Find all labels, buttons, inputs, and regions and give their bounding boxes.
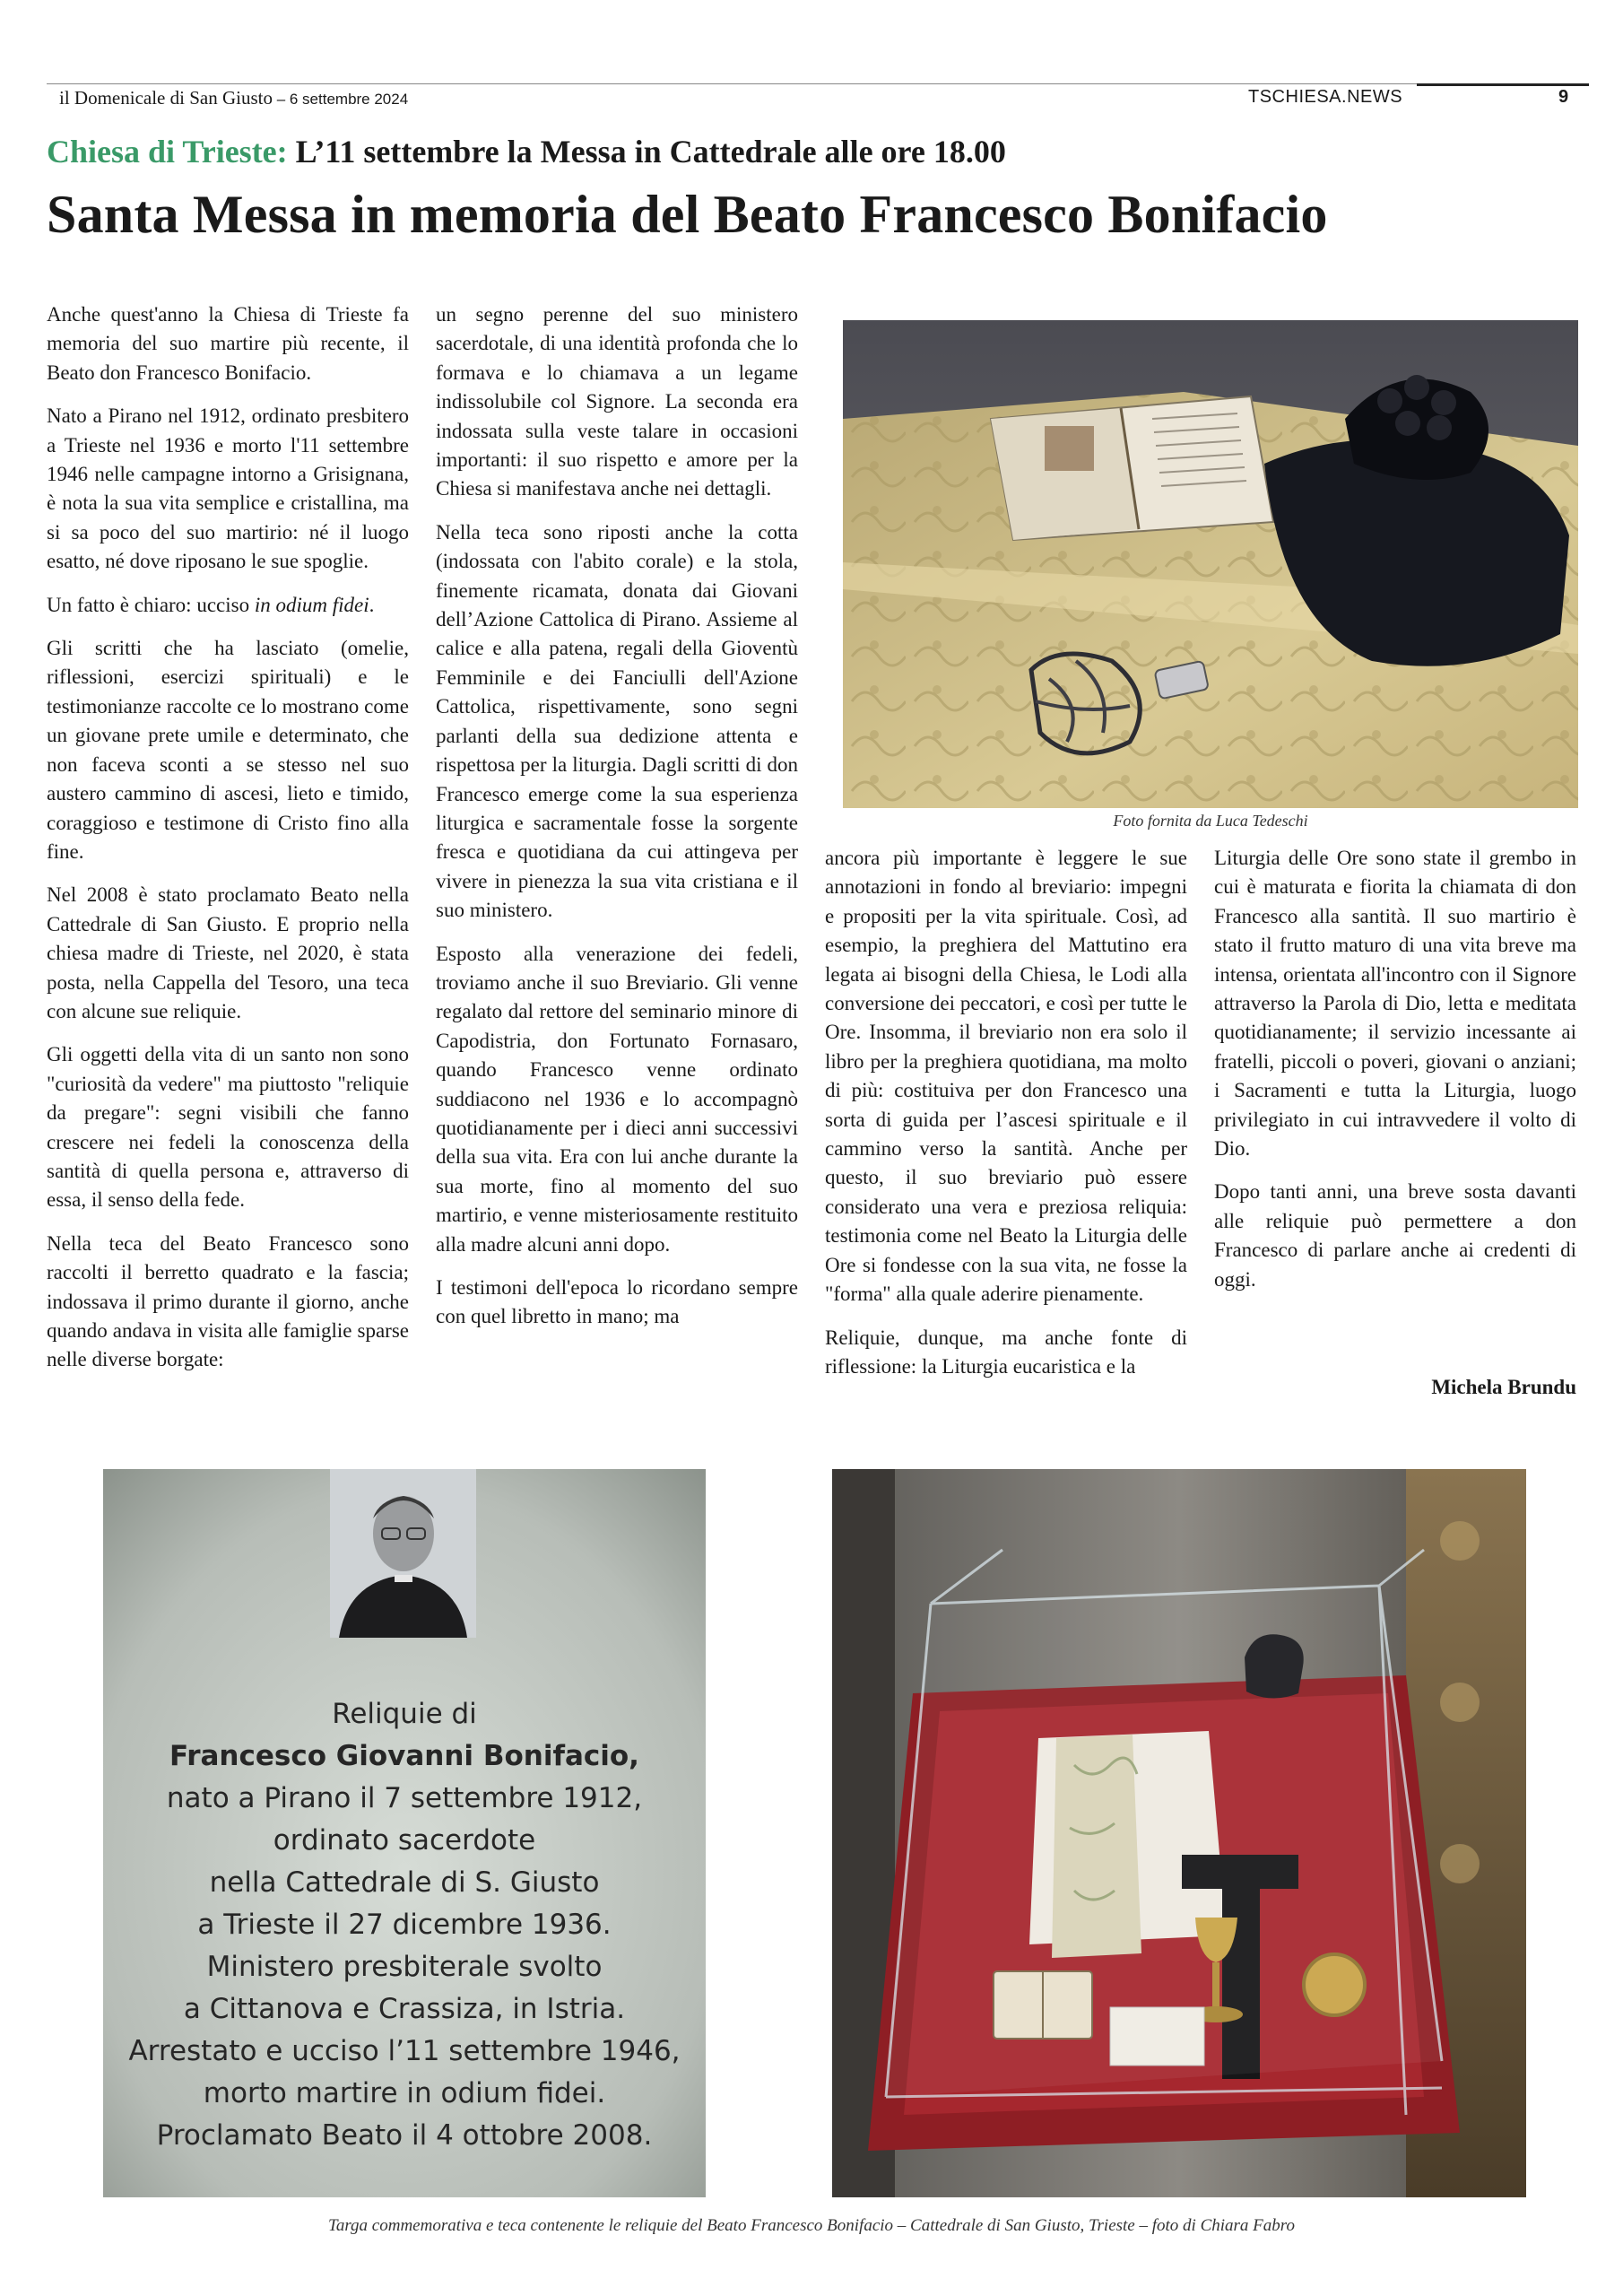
reliquary-case-illustration — [832, 1469, 1526, 2197]
plaque-line: nato a Pirano il 7 settembre 1912, — [166, 1782, 643, 1814]
relics-table-illustration — [843, 320, 1578, 808]
paragraph: Nella teca sono riposti anche la cotta (indossata con l'abito corale) e la stola, finemente ricamata, donata dai Giovani dell’Azione Cattolica di Pirano. Assieme al calice e alla patena, regali della Gioventù Femminile e dei Fanciulli dell'Azione Cattolica, rispettivamente, sono segni parlanti della sua dedizione attenta e rispettosa per la liturgia. Dagli scritti di don Francesco emerge come la sua esperienza liturgica e sacramentale fosse la sorgente fresca e quotidiana da cui attingeva per vivere in pienezza la sua vita cristiana e il suo ministero. — [436, 520, 798, 922]
paragraph-text: Un fatto è chiaro: ucciso — [47, 593, 255, 616]
paragraph: Liturgia delle Ore sono state il grembo in cui è maturata e fiorita la chiamata di don Francesco alla santità. Il suo martirio è stato il frutto maturo di una vita breve ma intensa, orientata all'incontro con il Signore attraverso la Parola di Dio, letta e meditata quotidianamente; il servizio incessante ai fratelli, piccoli o poveri, giovani o anziani; i Sacramenti e tutta la Liturgia, luogo privilegiato in cui intravvedere il volto di Dio. — [1214, 847, 1576, 1161]
plaque-line: Arrestato e ucciso l’11 settembre 1946, — [128, 2035, 681, 2067]
paragraph: ancora più importante è leggere le sue annotazioni in fondo al breviario: impegni e propositi per la vita spirituale. Così, ad esempio, la preghiera del Mattutino era legata ai bisogni della Chiesa, le Lodi alla conversione dei peccatori, e così per tutte le Ore. Insomma, il breviario non era solo il libro per la preghiera quotidiana, ma molto di più: costituiva per don Francesco una sorta di guida per l’ascesi spirituale e il cammino verso la santità. Anche per questo, il suo breviario può essere considerato una vera e preziosa reliquia: testimonia come nel Beato la Liturgia delle Ore si fondesse con la sua vita, ne fosse la "forma" alla quale aderire pienamente. — [825, 847, 1187, 1306]
photo-caption-top: Foto fornita da Luca Tedeschi — [1113, 812, 1308, 830]
plaque-line: Reliquie di — [332, 1698, 477, 1730]
photo-caption-bottom: Targa commemorativa e teca contenente le reliquie del Beato Francesco Bonifacio – Cattedrale di San Giusto, Trieste – foto di Chiara Fabro — [328, 2216, 1295, 2235]
paragraph-emphasis: in odium fidei — [254, 593, 369, 616]
plaque-text — [103, 1693, 706, 2157]
commemorative-plaque-photo — [103, 1469, 706, 2197]
paragraph: Esposto alla venerazione dei fedeli, troviamo anche il suo Breviario. Gli venne regalato dal rettore del seminario minore di Capodistria, don Fortunato Fornasaro, quando Francesco venne ordinato suddiacono nel 1936 e lo accompagnò quotidianamente per i dieci anni successivi della sua vita. Era con lui anche durante la sua morte, fino al momento del suo martirio, e venne misteriosamente restituito alla madre alcuni anni dopo. — [436, 942, 798, 1256]
plaque-line: ordinato sacerdote — [273, 1824, 536, 1857]
paragraph: Anche quest'anno la Chiesa di Trieste fa memoria del suo martire più recente, il Beato don Francesco Bonifacio. — [47, 303, 409, 384]
header-rule-accent — [1417, 83, 1589, 86]
paragraph: un segno perenne del suo ministero sacerdotale, di una identità profonda che lo formava e lo chiamava a un legame indissolubile col Signore. La seconda era indossata sulla veste talare in occasioni importanti: il suo rispetto e amore per la Chiesa si manifestava anche nei dettagli. — [436, 303, 798, 500]
paragraph: Nato a Pirano nel 1912, ordinato presbitero a Trieste nel 1936 e morto l'11 settembre 1946 nelle campagne intorno a Grisignana, è nota la sua vita semplice e cristallina, ma si sa poco del suo martirio: né il luogo esatto, né dove riposano le sue spoglie. — [47, 404, 409, 573]
relics-table-photo — [843, 320, 1578, 808]
priest-portrait-illustration — [330, 1469, 476, 1638]
publication-name: il Domenicale di San Giusto — [59, 87, 273, 109]
kicker-label: Chiesa di Trieste: — [47, 134, 288, 170]
plaque-line: a Trieste il 27 dicembre 1936. — [197, 1909, 612, 1941]
header-rule — [47, 83, 1589, 84]
plaque-line: morto martire in odium fidei. — [203, 2077, 606, 2109]
portrait-photo — [330, 1469, 476, 1638]
plaque-line: nella Cattedrale di S. Giusto — [209, 1866, 600, 1899]
article-column-1 — [47, 300, 409, 1375]
paragraph: Nella teca del Beato Francesco sono raccolti il berretto quadrato e la fascia; indossava il primo durante il giorno, anche quando andava in visita alle famiglie sparse nelle diverse borgate: — [47, 1231, 409, 1371]
article-kicker — [47, 133, 1006, 170]
article-column-3 — [825, 844, 1187, 1381]
article-column-4 — [1214, 844, 1576, 1294]
paragraph: Gli scritti che ha lasciato (omelie, riflessioni, esercizi spirituali) e le testimonianze raccolte ce lo mostrano come un giovane prete umile e determinato, che non faceva sconti a se stesso nel suo austero cammino di ascesi, lieto e timido, coraggioso e testimone di Cristo fino alla fine. — [47, 637, 409, 863]
paragraph: I testimoni dell'epoca lo ricordano sempre con quel libretto in mano; ma — [436, 1276, 798, 1328]
paragraph: Gli oggetti della vita di un santo non sono "curiosità da vedere" ma piuttosto "reliquie da pregare": segni visibili che fanno crescere nei fedeli la conoscenza della santità di quella persona e, attraverso di essa, il senso della fede. — [47, 1043, 409, 1212]
paragraph — [47, 591, 409, 620]
header-site: TSCHIESA.NEWS — [1248, 87, 1403, 107]
plaque-line: Ministero presbiterale svolto — [206, 1951, 603, 1983]
author-signature: Michela Brundu — [1431, 1376, 1576, 1398]
plaque-line: a Cittanova e Crassiza, in Istria. — [183, 1993, 626, 2025]
kicker-text: L’11 settembre la Messa in Cattedrale alle ore 18.00 — [287, 134, 1006, 170]
paragraph: Nel 2008 è stato proclamato Beato nella Cattedrale di San Giusto. E proprio nella chiesa madre di Trieste, nel 2020, è stata posta, nella Cappella del Tesoro, una teca con alcune sue reliquie. — [47, 883, 409, 1022]
article-title: Santa Messa in memoria del Beato Francesco Bonifacio — [47, 185, 1328, 244]
plaque-line-name: Francesco Giovanni Bonifacio, — [169, 1740, 639, 1772]
paragraph: Reliquie, dunque, ma anche fonte di riflessione: la Liturgia eucaristica e la — [825, 1326, 1187, 1378]
paragraph-text: . — [369, 593, 375, 616]
article-column-2 — [436, 300, 798, 1332]
paragraph: Dopo tanti anni, una breve sosta davanti alle reliquie può permettere a don Francesco di parlare anche ai credenti di oggi. — [1214, 1180, 1576, 1291]
issue-date: – 6 settembre 2024 — [272, 91, 409, 108]
header-publication — [59, 87, 408, 109]
reliquary-display-case-photo — [832, 1469, 1526, 2197]
page-number: 9 — [1558, 87, 1569, 107]
plaque-line: Proclamato Beato il 4 ottobre 2008. — [156, 2119, 653, 2152]
